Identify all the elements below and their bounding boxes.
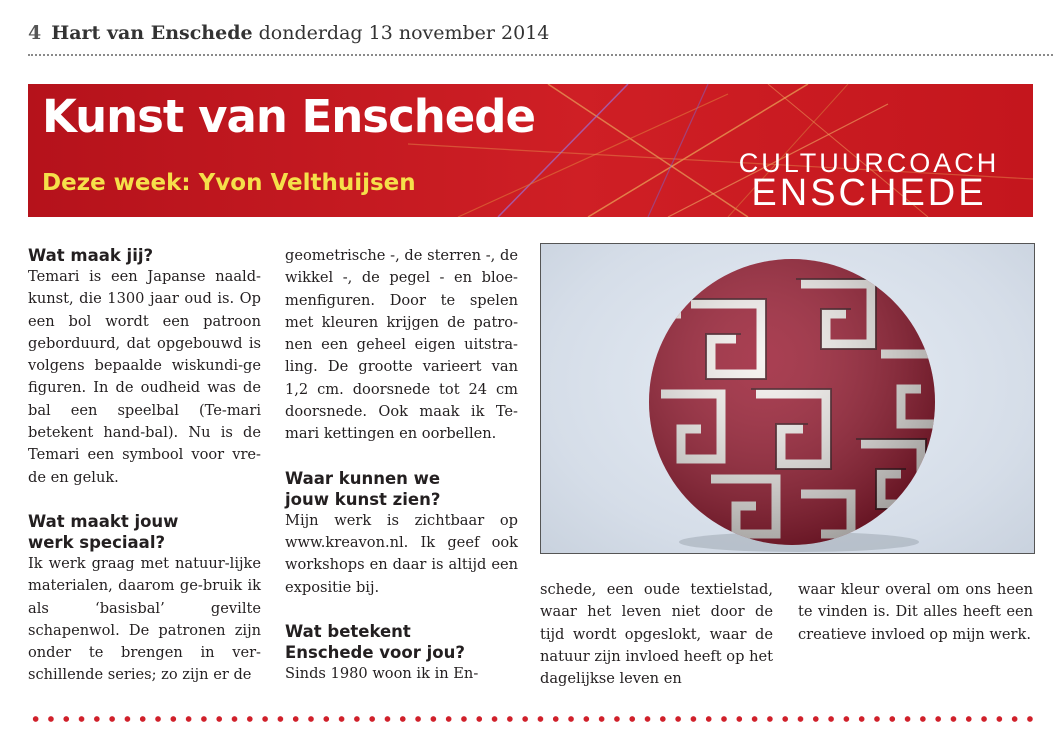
paragraph: schede, een oude textielstad, waar het leven niet door de tijd wordt opgeslokt, waar de natuur zijn invloed heeft op het dagelijkse leven en (540, 581, 773, 688)
newspaper-name: Hart van Enschede (51, 22, 253, 44)
article-column-4 (798, 579, 1033, 646)
heading-waar-kunnen-we-jouw-kunst-zien: Waar kunnen we jouw kunst zien? (285, 468, 441, 509)
header-banner (28, 84, 1033, 217)
paragraph: Sinds 1980 woon ik in En- (285, 664, 479, 682)
heading-wat-betekent-enschede-voor-jou: Wat betekent Enschede voor jou? (285, 621, 465, 662)
banner-subtitle: Deze week: Yvon Velthuijsen (42, 170, 416, 196)
heading-wat-maak-jij: Wat maak jij? (28, 246, 154, 265)
paragraph: Mijn werk is zichtbaar op www.kreavon.nl. Ik geef ook workshops en daar is altijd een expositie bij. (285, 511, 518, 596)
cultuurcoach-logo: CULTUURCOACH ENSCHEDE (738, 148, 1000, 214)
article-column-1 (28, 245, 261, 687)
top-dotted-rule (28, 54, 1053, 56)
temari-ball-photo (540, 243, 1035, 554)
heading-wat-maakt-jouw-werk-speciaal: Wat maakt jouw werk speciaal? (28, 511, 179, 552)
paragraph: Ik werk graag met natuur-lijke materialen, daarom ge-bruik ik als ‘basisbal’ gevilte schapenwol. De patronen zijn onder te brengen in ver-schillende series; zo zijn er de (28, 554, 261, 684)
paragraph: geometrische -, de sterren -, de wikkel -, de pegel - en bloe-menfiguren. Door te spelen met kleuren krijgen de patro-nen een geheel eigen uitstra-ling. De grootte varieert van 1,2 cm. doorsnede tot 24 cm doorsnede. Ook maak ik Te-mari kettingen en oorbellen. (285, 247, 518, 443)
issue-date: donderdag 13 november 2014 (258, 22, 550, 44)
bottom-dotted-rule (28, 715, 1033, 723)
article-column-3 (540, 579, 773, 690)
article-column-2 (285, 245, 518, 685)
page-number: 4 (28, 22, 42, 44)
paragraph: Temari is een Japanse naald-kunst, die 1300 jaar oud is. Op een bol wordt een patroon geborduurd, dat opgebouwd is volgens bepaalde wiskundi-ge figuren. In de oudheid was de bal een speelbal (Te-mari betekent hand-bal). Nu is de Temari een symbool voor vre-de en geluk. (28, 268, 261, 486)
paragraph: waar kleur overal om ons heen te vinden is. Dit alles heeft een creatieve invloed op mijn werk. (798, 581, 1033, 643)
temari-ball-image (541, 244, 1034, 553)
masthead (28, 22, 549, 44)
banner-title: Kunst van Enschede (42, 90, 536, 143)
